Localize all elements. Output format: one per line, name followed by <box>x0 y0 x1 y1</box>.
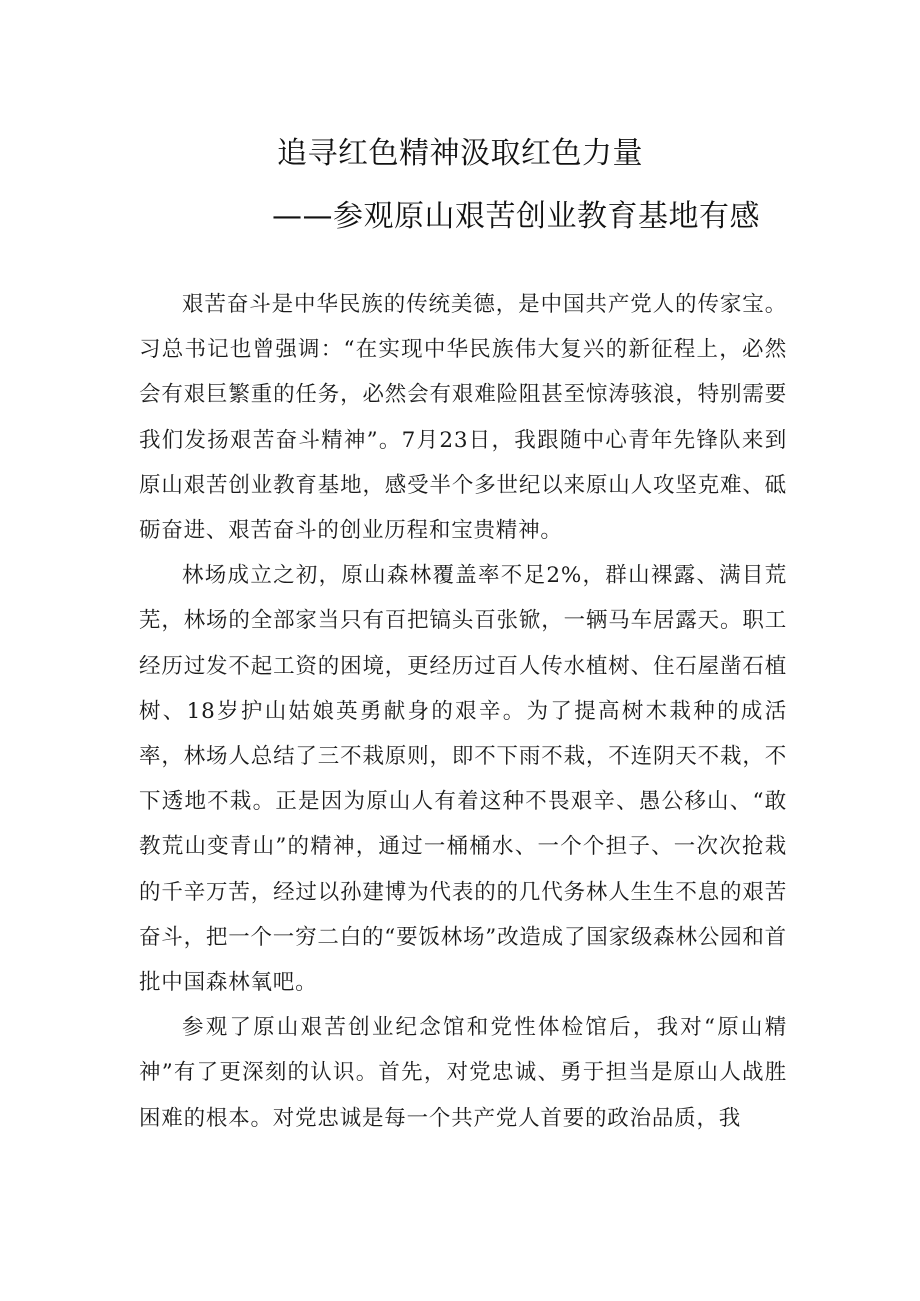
paragraph-1: 艰苦奋斗是中华民族的传统美德，是中国共产党人的传家宝。习总书记也曾强调：“在实现中华民族伟大复兴的新征程上，必然会有艰巨繁重的任务，必然会有艰难险阻甚至惊涛骇浪，特别需要我们发扬艰苦奋斗精神”。7月23日，我跟随中心青年先锋队来到原山艰苦创业教育基地，感受半个多世纪以来原山人攻坚克难、砥砺奋进、艰苦奋斗的创业历程和宝贵精神。 <box>139 292 787 544</box>
page-subtitle: ——参观原山艰苦创业教育基地有感 <box>272 199 760 234</box>
page-title: 追寻红色精神汲取红色力量 <box>277 136 643 171</box>
paragraph-2: 林场成立之初，原山森林覆盖率不足2%，群山裸露、满目荒芜，林场的全部家当只有百把镐头百张锨，一辆马车居露天。职工经历过发不起工资的困境，更经历过百人传水植树、住石屋凿石植树、18岁护山姑娘英勇献身的艰辛。为了提高树木栽种的成活率，林场人总结了三不栽原则，即不下雨不栽，不连阴天不栽，不下透地不栽。正是因为原山人有着这种不畏艰辛、愚公移山、“敢教荒山变青山”的精神，通过一桶桶水、一个个担子、一次次抢栽的千辛万苦，经过以孙建博为代表的的几代务林人生生不息的艰苦奋斗，把一个一穷二白的“要饭林场”改造成了国家级森林公园和首批中国森林氧吧。 <box>139 563 787 996</box>
paragraph-3: 参观了原山艰苦创业纪念馆和党性体检馆后，我对“原山精神”有了更深刻的认识。首先，对党忠诚、勇于担当是原山人战胜困难的根本。对党忠诚是每一个共产党人首要的政治品质，我 <box>139 1015 787 1131</box>
article-body <box>139 282 787 1141</box>
